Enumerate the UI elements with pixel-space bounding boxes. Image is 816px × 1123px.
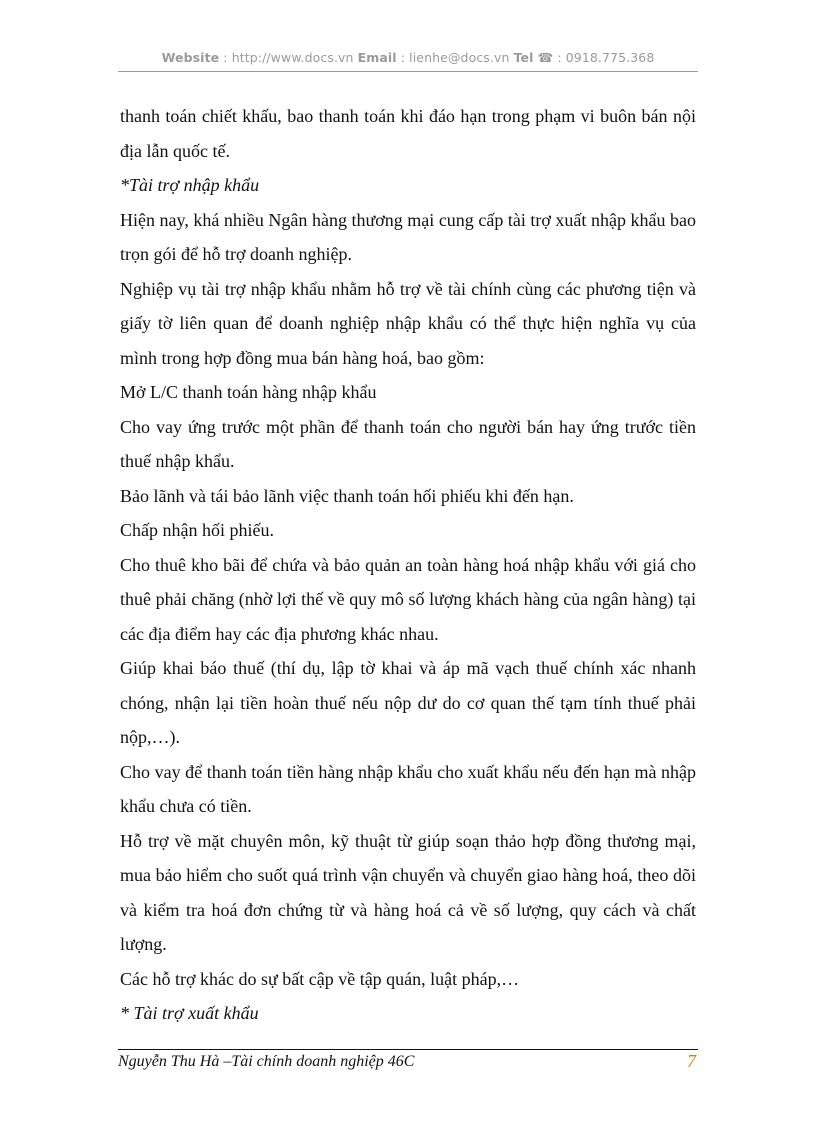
list-item: Cho vay ứng trước một phần để thanh toán cho người bán hay ứng trước tiền thuế nhập khẩu. [120,416,696,471]
tel-value: ☎ : 0918.775.368 [533,50,655,65]
paragraph: Nghiệp vụ tài trợ nhập khẩu nhằm hỗ trợ về tài chính cùng các phương tiện và giấy tờ liên quan để doanh nghiệp nhập khẩu có thể thực hiện nghĩa vụ của mình trong hợp đồng mua bán hàng hoá, bao gồm: [120,278,696,368]
list-item: Các hỗ trợ khác do sự bất cập về tập quán, luật pháp,… [120,968,520,989]
list-item: Cho thuê kho bãi để chứa và bảo quản an toàn hàng hoá nhập khẩu với giá cho thuê phải chăng (nhờ lợi thế về quy mô số lượng khách hàng của ngân hàng) tại các địa điểm hay các địa phương khác nhau. [120,554,696,644]
page-number: 7 [687,1051,696,1071]
website-label: Website [161,50,220,65]
document-body [120,99,696,1031]
tel-label: Tel [513,50,534,65]
list-item: Giúp khai báo thuế (thí dụ, lập tờ khai và áp mã vạch thuế chính xác nhanh chóng, nhận lại tiền hoàn thuế nếu nộp dư do cơ quan thế tạm tính thuế phải nộp,…). [120,658,696,747]
list-item: Hỗ trợ về mặt chuyên môn, kỹ thuật từ giúp soạn thảo hợp đồng thương mại, mua bảo hiểm cho suốt quá trình vận chuyển và chuyển giao hàng hoá, theo dõi và kiểm tra hoá đơn chứng từ và hàng hoá cả về số lượng, quy cách và chất lượng. [120,830,696,954]
footer-divider [118,1049,698,1050]
list-item: Mở L/C thanh toán hàng nhập khẩu [120,382,377,402]
email-value: : lienhe@docs.vn [396,50,514,65]
header-divider [118,71,698,72]
email-label: Email [357,50,397,65]
footer-author: Nguyễn Thu Hà –Tài chính doanh nghiệp 46C [118,1053,415,1070]
paragraph: Hiện nay, khá nhiều Ngân hàng thương mại cung cấp tài trợ xuất nhập khẩu bao trọn gói để hỗ trợ doanh nghiệp. [120,209,696,264]
paragraph-intro: thanh toán chiết khấu, bao thanh toán khi đáo hạn trong phạm vi buôn bán nội địa lẫn quốc tế. [120,106,696,161]
list-item: Bảo lãnh và tái bảo lãnh việc thanh toán hối phiếu khi đến hạn. [120,485,574,506]
list-item: Chấp nhận hối phiếu. [120,520,274,540]
section-heading-export-financing: * Tài trợ xuất khẩu [120,1003,259,1023]
section-heading-import-financing: *Tài trợ nhập khẩu [120,175,260,195]
list-item: Cho vay để thanh toán tiền hàng nhập khẩu cho xuất khẩu nếu đến hạn mà nhập khẩu chưa có tiền. [120,761,696,816]
page-header [118,50,698,65]
website-value: : http://www.docs.vn [219,50,358,65]
